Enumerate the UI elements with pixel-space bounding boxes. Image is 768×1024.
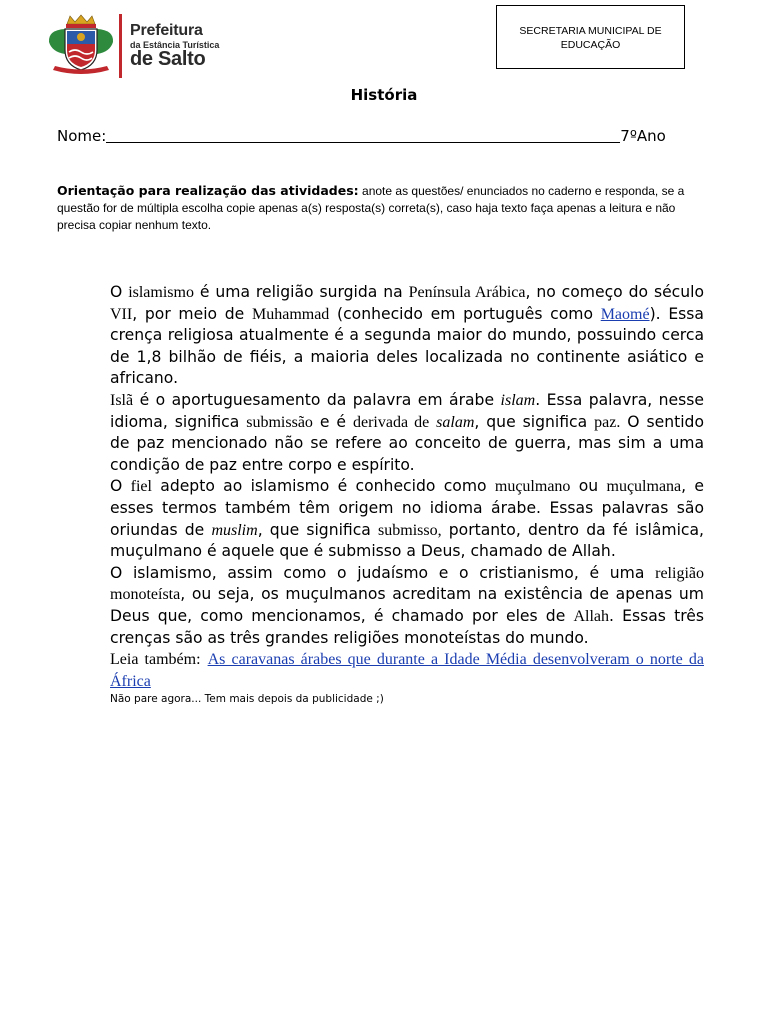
text-run: portanto, dentro da fé islâmica, muçulmano é aquele que é submisso a Deus, chamado de Allah. [110,520,705,561]
secretaria-line-2: EDUCAÇÃO [560,39,621,51]
secretaria-line-1: SECRETARIA MUNICIPAL DE [519,25,662,37]
ad-notice: Não pare agora... Tem mais depois da publicidade ;) [110,693,384,706]
text-run: , no começo do século [525,283,704,301]
text-run: muçulmano [494,478,571,496]
text-run: , ou seja, os muçulmanos acreditam na existência de apenas um Deus que, como mencionamos, é chamado por eles de [110,585,704,625]
text-run: é o aportuguesamento da palavra em árabe [133,390,501,409]
name-input-line[interactable] [106,128,620,143]
text-run: , por meio de [132,304,252,323]
logo-divider [119,14,122,78]
text-run: salam [436,413,475,431]
text-run: Islã [110,391,134,409]
name-field [57,127,666,145]
text-run: muslim [211,521,258,539]
text-run: ). Essa crença religiosa atualmente é a segunda maior do mundo, possuindo cerca de 1,8 bilhão de fiéis, a maioria deles localizada no continente asiático e africano. [110,304,704,388]
text-run: , que significa [474,412,595,431]
logo-city: de Salto [130,48,206,70]
caravanas-link[interactable]: As caravanas árabes que durante a Idade Média desenvolveram o norte da África [110,651,704,690]
text-run: O [110,477,131,496]
paragraph-1 [110,282,704,390]
text-run: , e esses termos também têm origem no idioma árabe. Essas palavras são oriundas de [110,477,705,539]
text-run: VII [110,305,133,323]
text-run: muçulmana [606,478,682,496]
text-run: O [110,283,129,301]
city-coat-of-arms-icon [45,12,117,78]
text-run: . Essa palavra, nesse idioma, significa [110,390,704,431]
text-run: submisso, [378,521,442,539]
logo-title: Prefeitura [130,22,203,39]
read-also-label: Leia também: [110,651,201,669]
article-body [110,282,704,706]
grade-label: 7ºAno [620,127,666,145]
instructions-text: anote as questões/ enunciados no caderno e responda, se a questão for de múltipla escolha copie apenas a(s) resposta(s) correta(s), caso haja texto faça apenas a leitura e não precisa copiar nenhum texto. [57,184,685,232]
text-run: Muhammad [251,305,330,323]
text-run: , que significa [257,520,379,539]
text-run: é uma religião surgida na [193,283,409,301]
text-run: Península Arábica [408,284,526,301]
secretaria-box [496,5,685,69]
text-run: Allah [573,607,610,625]
text-run: e é [312,412,353,431]
text-run: islamismo [128,284,194,301]
text-run: derivada de [352,413,430,431]
text-run: adepto ao islamismo é conhecido como [151,477,495,496]
text-run: ou [570,477,607,496]
text-run: (conhecido em português como [329,304,601,323]
text-run: paz. [594,413,621,431]
text-run: O sentido de paz mencionado não se refere ao conceito de guerra, mas sim a uma condição de paz entre corpo e espírito. [110,412,704,474]
paragraph-2 [110,390,704,476]
paragraph-4 [110,563,704,649]
paragraph-3 [110,476,704,562]
instructions [57,182,707,234]
instructions-label: Orientação para realização das atividades: [57,183,359,198]
page-title: História [350,86,418,104]
text-run: islam [500,391,536,409]
text-run: . Essas três crenças são as três grandes religiões monoteístas do mundo. [110,606,704,647]
maome-link[interactable]: Maomé [600,305,650,323]
read-also [110,649,704,692]
prefeitura-logo [45,12,255,80]
logo-subtitle: da Estância Turística [130,40,220,50]
name-label: Nome: [57,127,107,145]
text-run: religião monoteísta [110,564,704,604]
text-run: O islamismo, assim como o judaísmo e o cristianismo, é uma [110,563,656,582]
text-run: fiel [130,478,152,496]
text-run: submissão [246,413,313,431]
